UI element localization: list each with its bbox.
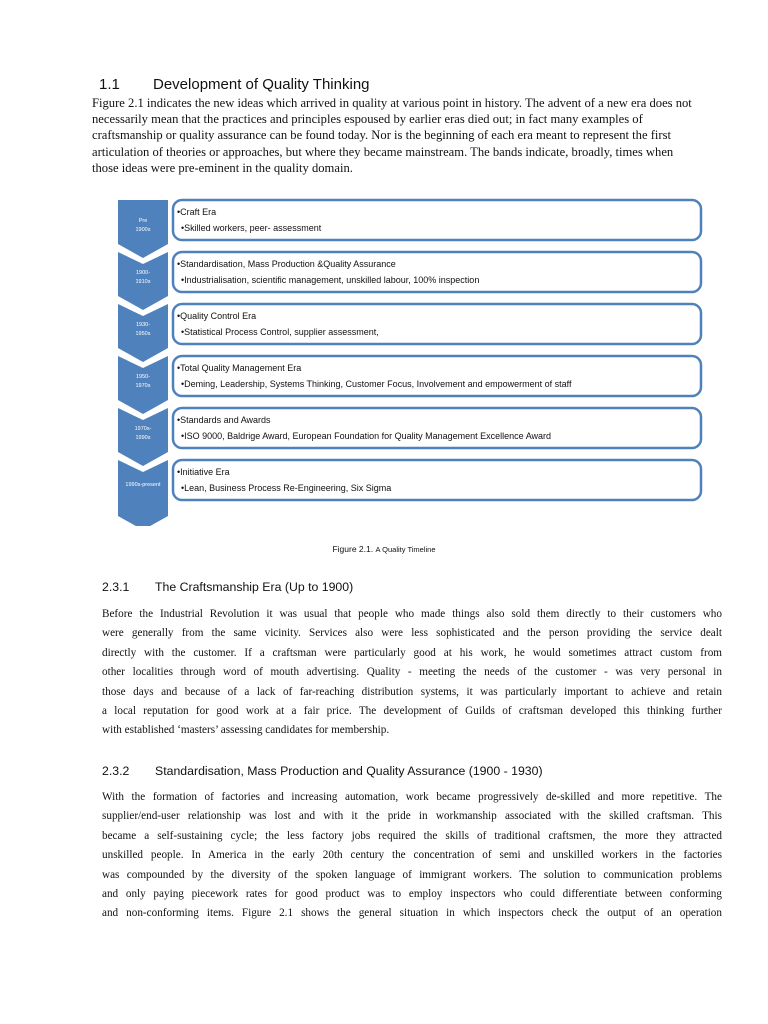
subsection-heading-standardisation xyxy=(102,764,543,778)
era-title: •Craft Era xyxy=(177,207,217,217)
era-period-label: 1970s xyxy=(135,383,151,389)
text-line: those ideas were pre-eminent in the quality domain. xyxy=(92,160,353,175)
timeline-row xyxy=(118,356,701,414)
era-box xyxy=(173,460,701,500)
era-period-label: 1910s xyxy=(135,279,151,285)
timeline-row xyxy=(118,460,701,526)
paragraph-craftsmanship xyxy=(102,605,722,741)
figure-caption xyxy=(0,544,768,554)
chevron-arrow xyxy=(118,460,168,526)
era-detail: •Skilled workers, peer- assessment xyxy=(181,223,322,233)
subsection-title: The Craftsmanship Era (Up to 1900) xyxy=(155,580,354,594)
text-line: a local reputation for good work at a fair price. The development of Guilds of craftsman developed this thinking further xyxy=(102,705,722,718)
text-line: those days and because of a lack of far-reaching distribution systems, it was particularly important to achieve and retain xyxy=(102,685,722,698)
era-box xyxy=(173,356,701,396)
era-title: •Initiative Era xyxy=(177,467,230,477)
text-line: was compounded by the diversity of the spoken language of immigrant workers. The solution to communication problems xyxy=(102,868,722,881)
quality-timeline-figure xyxy=(118,196,708,526)
text-line: and non-conforming items. Figure 2.1 shows the general situation in which inspectors check the output of an operation xyxy=(102,907,722,920)
section-title: Development of Quality Thinking xyxy=(153,76,370,93)
era-period-label: 1990s xyxy=(135,435,151,441)
text-line: necessarily mean that the practices and principles espoused by earlier eras died out; in fact many examples of xyxy=(92,112,643,127)
era-title: •Total Quality Management Era xyxy=(177,363,302,373)
subsection-title: Standardisation, Mass Production and Quality Assurance (1900 - 1930) xyxy=(155,764,543,778)
section-number: 1.1 xyxy=(99,76,120,93)
timeline-row xyxy=(118,304,701,362)
era-box xyxy=(173,200,701,240)
era-detail: •ISO 9000, Baldrige Award, European Foundation for Quality Management Excellence Award xyxy=(181,431,552,441)
era-period-label: 1900- xyxy=(135,270,151,276)
era-period-label: 1930- xyxy=(135,322,151,328)
era-title: •Standardisation, Mass Production &Quality Assurance xyxy=(177,259,396,269)
era-period-label: Pre xyxy=(138,218,148,224)
text-line: Before the Industrial Revolution it was usual that people who made things also sold them directly to their customers who xyxy=(102,608,722,620)
intro-paragraph xyxy=(92,95,768,176)
text-line: other localities through word of mouth advertising. Quality - meeting the needs of the customer - was very personal in xyxy=(102,666,722,679)
subsection-number: 2.3.1 xyxy=(102,580,130,594)
text-line: Figure 2.1 indicates the new ideas which arrived in quality at various point in history. The advent of a new era does not xyxy=(92,96,692,110)
text-line: supplier/end-user relationship was lost and with it the pride in workmanship associated with the skilled craftsman. This xyxy=(102,810,722,823)
era-title: •Standards and Awards xyxy=(177,415,271,425)
caption-prefix: Figure 2.1. xyxy=(332,544,374,554)
era-detail: •Statistical Process Control, supplier assessment, xyxy=(181,327,379,337)
text-line: articulation of theories or approaches, but where they became mainstream. The bands indicate, broadly, times when xyxy=(92,144,674,159)
era-box xyxy=(173,252,701,292)
section-heading xyxy=(99,76,370,93)
timeline-row xyxy=(118,252,701,310)
era-detail: •Deming, Leadership, Systems Thinking, Customer Focus, Involvement and empowerment of staff xyxy=(181,379,572,389)
era-box xyxy=(173,408,701,448)
era-box xyxy=(173,304,701,344)
era-detail: •Industrialisation, scientific management, unskilled labour, 100% inspection xyxy=(181,275,480,285)
era-period-label: 1950s xyxy=(135,331,151,337)
timeline-row xyxy=(118,200,701,258)
subsection-heading-craftsmanship xyxy=(102,580,353,594)
subsection-number: 2.3.2 xyxy=(102,764,130,778)
era-period-label: 1990s-present xyxy=(125,482,161,488)
era-detail: •Lean, Business Process Re-Engineering, Six Sigma xyxy=(181,483,392,493)
era-period-label: 1970s- xyxy=(134,426,152,432)
timeline-row xyxy=(118,408,701,466)
era-period-label: 1900s xyxy=(135,227,151,233)
text-line: With the formation of factories and increasing automation, work became progressively de-skilled and more repetitive. The xyxy=(102,791,722,803)
text-line: craftsmanship or quality assurance can be found today. Nor is the beginning of each era meant to represent the first xyxy=(92,128,671,143)
text-line: with established ‘masters’ assessing candidates for membership. xyxy=(102,724,390,737)
text-line: directly with the customer. If a craftsman were particularly good at his work, he would sometimes attract custom from xyxy=(102,646,722,659)
text-line: unskilled people. In America in the early 20th century the concentration of semi and unskilled workers in the factories xyxy=(102,849,722,862)
caption-label: A Quality Timeline xyxy=(375,545,436,554)
text-line: were generally from the same vicinity. Services also were less sophisticated and the person providing the service dealt xyxy=(102,627,722,640)
text-line: and only paying piecework rates for good product was to employ inspectors who could differentiate between conforming xyxy=(102,888,722,901)
era-title: •Quality Control Era xyxy=(177,311,257,321)
era-period-label: 1950- xyxy=(135,374,151,380)
paragraph-standardisation xyxy=(102,788,722,924)
text-line: became a self-sustaining cycle; the less factory jobs required the skills of traditional craftsmen, the more they attracted xyxy=(102,829,722,842)
